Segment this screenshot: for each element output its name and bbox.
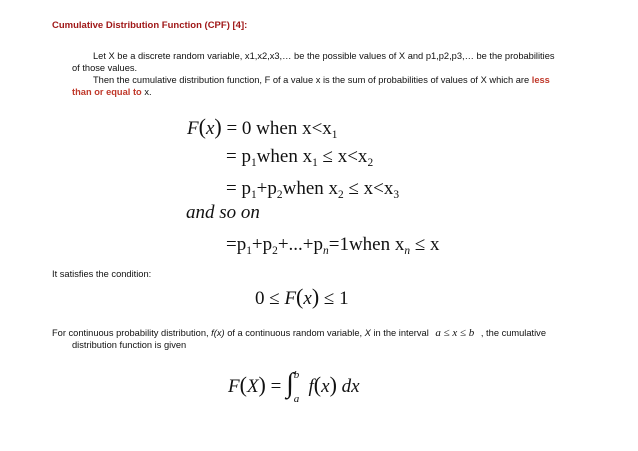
int-F: F <box>228 376 240 397</box>
and-so-on: and so on <box>186 202 260 223</box>
int-eq: = <box>270 376 282 397</box>
eq4-n: n <box>323 244 329 257</box>
condition-formula: 0 ≤ F(x) ≤ 1 <box>255 284 349 309</box>
cont-start: For continuous probability distribution, <box>52 328 212 338</box>
equation-1: F(x) = 0 when $x<x_1$ <box>187 114 338 141</box>
cond-right: ≤ 1 <box>319 288 349 309</box>
continuous-line-2: distribution function is given <box>72 340 187 350</box>
equation-2: = $p_1when$ $x_1 \le x<x_2$ <box>226 146 374 169</box>
paragraph-2-line-2 <box>72 86 152 99</box>
cond-x: x <box>303 288 312 309</box>
cont-mid2: in the interval <box>370 328 432 338</box>
para2-end: x. <box>141 87 152 97</box>
paragraph-1-line-1 <box>93 50 555 63</box>
para1-text: Let X be a discrete random variable, x1,x2,x3,… be the possible values of X and p1,p2,p3,… be the probabilities <box>93 51 555 61</box>
int-x: x <box>321 376 330 397</box>
eq3-when: when x <box>282 178 338 199</box>
eq1-rhs: 0 when x<x <box>241 118 332 139</box>
para2-red-less: less <box>531 75 550 85</box>
eq2-mid: when x <box>256 146 313 167</box>
cond-left: 0 ≤ <box>255 288 285 309</box>
eq4-eq: =1when x <box>328 234 405 255</box>
section-title: Cumulative Distribution Function (CPF) [4]: <box>52 20 248 31</box>
cont-interval: a ≤ x ≤ b <box>435 327 475 339</box>
condition-label: It satisfies the condition: <box>52 269 152 279</box>
paragraph-2-line-1 <box>93 74 550 87</box>
int-upper: b <box>293 368 300 381</box>
paragraph-1-line-2: of those values. <box>72 63 138 73</box>
equation-4: $=p_1+p_2+...+p_n=1when$ $x_n \le x$ <box>226 234 440 257</box>
eq3-mid: +p <box>256 178 277 199</box>
integral-formula: F(X) = ∫ b a f(x) dx <box>228 368 360 405</box>
continuous-line-1 <box>52 327 546 340</box>
eq4-plus: +p <box>251 234 273 255</box>
cond-F: F <box>284 288 297 309</box>
para2-red-lte: than or equal to <box>72 87 142 97</box>
int-X: X <box>246 376 259 397</box>
eq3-le: ≤ x<x <box>343 178 394 199</box>
equation-3: = $p_1+p_2when$ $x_2 \le x<x_3$ <box>226 178 400 201</box>
int-lower: a <box>293 392 300 405</box>
eq1-sub: 1 <box>331 128 338 141</box>
eq2-pre: = p <box>226 146 251 167</box>
cont-mid: of a continuous random variable, <box>224 328 365 338</box>
eq4-pre: =p <box>226 234 247 255</box>
eq3-sub: 3 <box>393 188 400 201</box>
eq2-le: ≤ x<x <box>317 146 368 167</box>
integral-limits <box>293 368 304 405</box>
integral-sign: ∫ <box>286 368 294 399</box>
eq2-sub: 2 <box>367 156 374 169</box>
eq4-dots: +...+p <box>277 234 324 255</box>
int-f: f <box>308 376 314 397</box>
cont-fx: f(x) <box>211 328 225 338</box>
cont-X: X <box>364 328 371 338</box>
para2-text: Then the cumulative distribution function, F of a value x is the sum of probabilities of values of X which are <box>93 75 532 85</box>
eq3-pre: = p <box>226 178 251 199</box>
cont-end: , the cumulative <box>478 328 547 338</box>
eq4-le: ≤ x <box>410 234 440 255</box>
int-dx: dx <box>341 376 360 397</box>
